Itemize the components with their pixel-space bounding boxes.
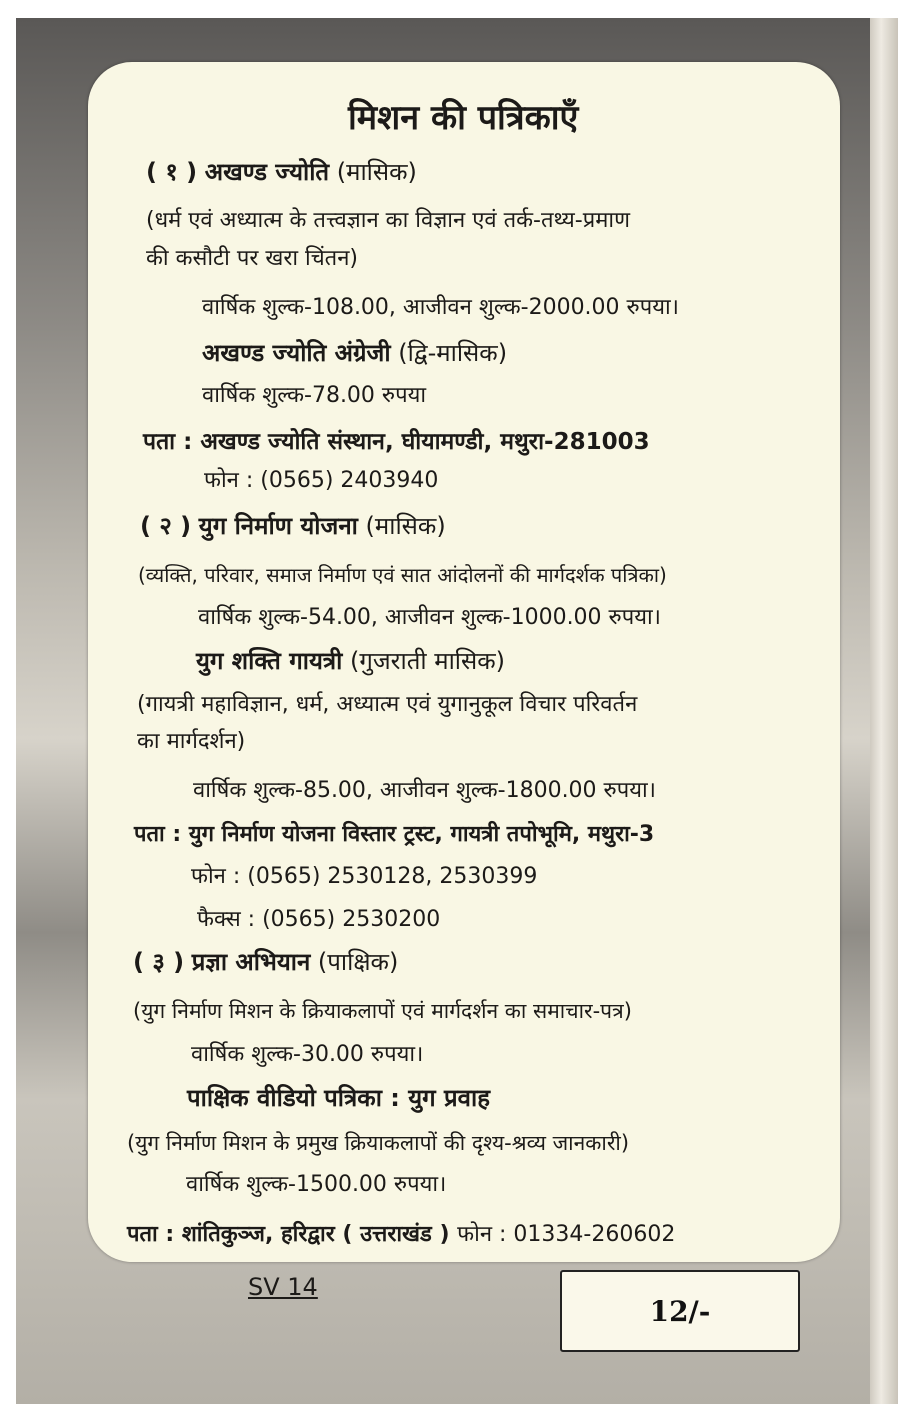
section1-phone: फोन : (0565) 2403940 (204, 468, 439, 493)
section3-address-label: पता : शांतिकुञ्ज, हरिद्वार ( उत्तराखंड ) (127, 1222, 450, 1247)
section2-number: ( २ ) (140, 512, 192, 540)
section2-gujarati-desc-line2: का मार्गदर्शन) (137, 729, 246, 754)
section3-desc: (युग निर्माण मिशन के क्रियाकलापों एवं मार्गदर्शन का समाचार-पत्र) (133, 999, 632, 1023)
catalog-code: SV 14 (248, 1273, 318, 1301)
section3-address-phone: फोन : 01334-260602 (457, 1222, 676, 1247)
section2-gujarati-frequency: (गुजराती मासिक) (349, 647, 506, 675)
page-title: मिशन की पत्रिकाएँ (348, 98, 579, 138)
section1-english-name: अखण्ड ज्योति अंग्रेजी (202, 339, 391, 367)
section2-gujarati-heading (196, 646, 505, 676)
section3-name: प्रज्ञा अभियान (191, 948, 311, 976)
section3-address (127, 1218, 675, 1250)
price-label: 12/- (649, 1294, 711, 1328)
page-edge (870, 18, 898, 1404)
section1-address: पता : अखण्ड ज्योति संस्थान, घीयामण्डी, मथुरा-281003 (143, 429, 650, 455)
section2-fee: वार्षिक शुल्क-54.00, आजीवन शुल्क-1000.00 रुपया। (198, 605, 661, 630)
section3-frequency: (पाक्षिक) (317, 948, 399, 976)
section1-english-fee: वार्षिक शुल्क-78.00 रुपया (202, 383, 427, 408)
section3-heading (133, 947, 398, 977)
section2-desc: (व्यक्ति, परिवार, समाज निर्माण एवं सात आंदोलनों की मार्गदर्शक पत्रिका) (138, 563, 667, 587)
section3-video-name: पाक्षिक वीडियो पत्रिका : युग प्रवाह (187, 1084, 490, 1112)
section3-video-fee: वार्षिक शुल्क-1500.00 रुपया। (186, 1172, 447, 1197)
section1-number: ( १ ) (146, 158, 198, 186)
price-box (560, 1270, 800, 1352)
section2-phone: फोन : (0565) 2530128, 2530399 (191, 864, 538, 889)
section1-english-heading (202, 338, 507, 368)
section2-heading (140, 511, 446, 541)
section1-fee: वार्षिक शुल्क-108.00, आजीवन शुल्क-2000.00 रुपया। (202, 295, 679, 320)
section1-desc-line1: (धर्म एवं अध्यात्म के तत्त्वज्ञान का विज्ञान एवं तर्क-तथ्य-प्रमाण (146, 208, 630, 233)
section2-address: पता : युग निर्माण योजना विस्तार ट्रस्ट, गायत्री तपोभूमि, मथुरा-3 (134, 822, 655, 847)
section2-gujarati-fee: वार्षिक शुल्क-85.00, आजीवन शुल्क-1800.00 रुपया। (193, 778, 656, 803)
section1-desc-line2: की कसौटी पर खरा चिंतन) (146, 246, 359, 271)
section3-number: ( ३ ) (133, 948, 185, 976)
section2-name: युग निर्माण योजना (198, 512, 358, 540)
section1-name: अखण्ड ज्योति (204, 158, 330, 186)
section2-fax: फैक्स : (0565) 2530200 (197, 907, 441, 932)
section2-frequency: (मासिक) (365, 512, 446, 540)
section1-english-frequency: (द्वि-मासिक) (398, 339, 508, 367)
section2-gujarati-name: युग शक्ति गायत्री (196, 647, 343, 675)
section2-gujarati-desc-line1: (गायत्री महाविज्ञान, धर्म, अध्यात्म एवं युगानुकूल विचार परिवर्तन (137, 692, 638, 717)
section3-fee: वार्षिक शुल्क-30.00 रुपया। (191, 1042, 424, 1067)
section1-frequency: (मासिक) (336, 158, 417, 186)
section3-video-desc: (युग निर्माण मिशन के प्रमुख क्रियाकलापों की दृश्य-श्रव्य जानकारी) (127, 1131, 630, 1155)
section1-heading (146, 157, 417, 187)
